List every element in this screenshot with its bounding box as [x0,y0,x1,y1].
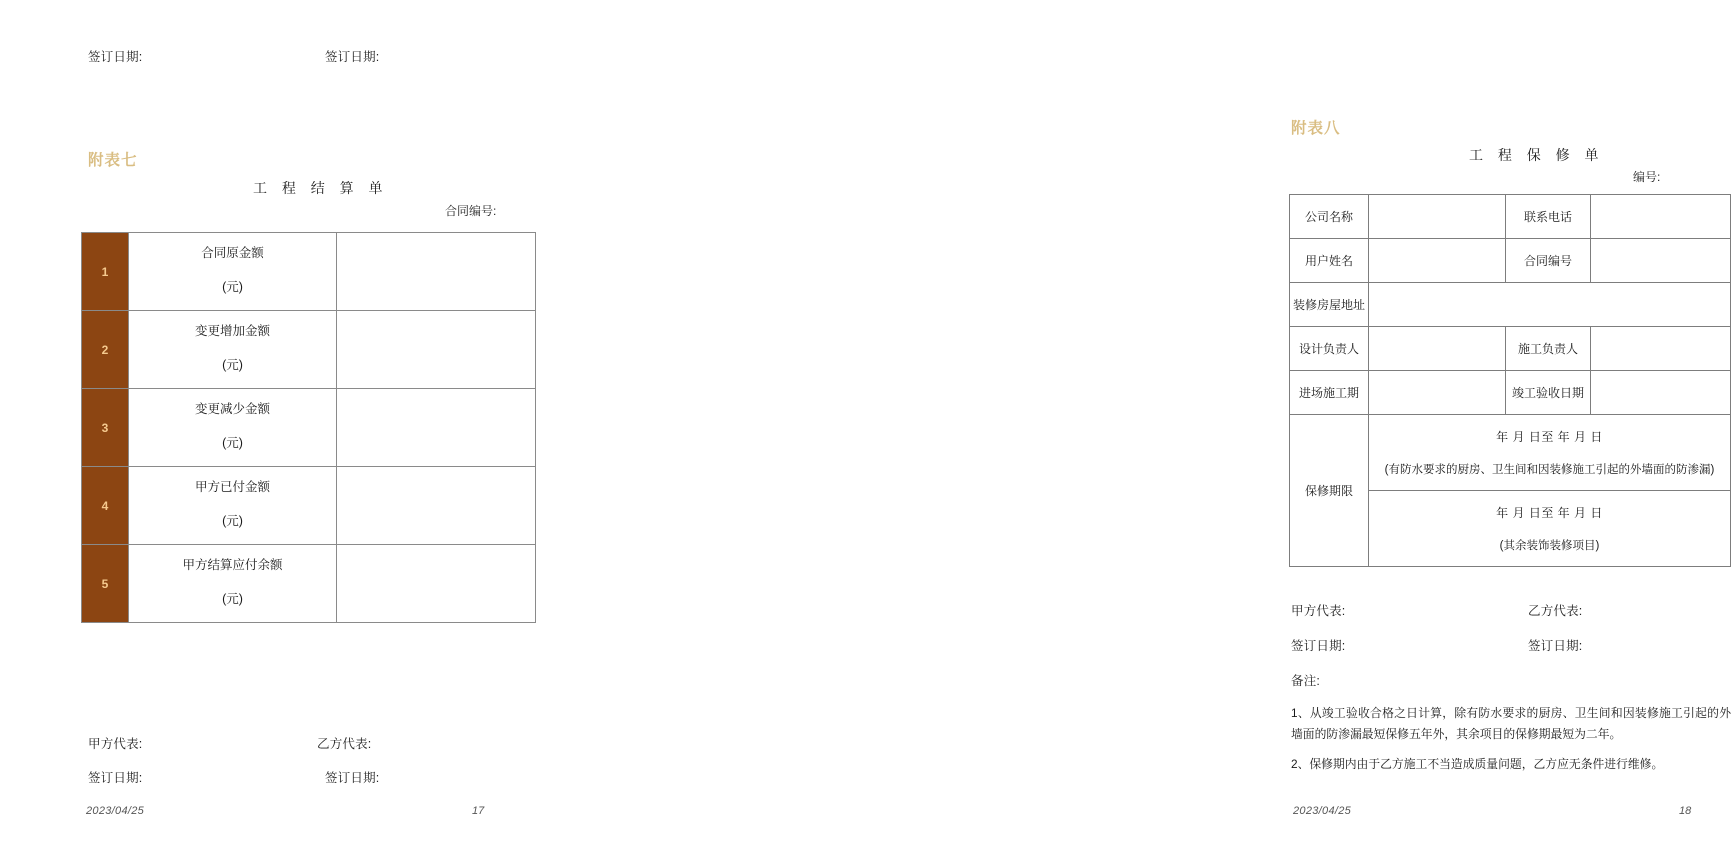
row-label [129,467,337,545]
remark-item-1: 1、从竣工验收合格之日计算，除有防水要求的厨房、卫生间和因装修施工引起的外墙面的防渗漏最短保修五年外，其余项目的保修期最短为二年。 [1291,706,1731,741]
party-b-representative-label: 乙方代表: [1528,604,1583,618]
field-label-design-manager: 设计负责人 [1290,327,1369,371]
warranty-period-waterproof[interactable] [1369,415,1730,491]
field-value-start-date[interactable] [1369,371,1506,415]
page-right [603,0,1731,852]
top-sign-date-label-a: 签订日期: [88,50,143,64]
field-value-house-address[interactable] [1369,283,1731,327]
warranty-scope-other: (其余装饰装修项目) [1499,540,1600,552]
row-label [129,545,337,623]
warranty-date-range-other: 年 月 日至 年 月 日 [1496,506,1603,520]
table-row [82,311,536,389]
table-row [1290,195,1731,239]
field-label-house-address: 装修房屋地址 [1290,283,1369,327]
field-value-contact-phone[interactable] [1591,195,1731,239]
warranty-table [1289,194,1731,567]
row-label [129,311,337,389]
row-label-text: 甲方已付金额 [194,480,270,495]
table-row [82,233,536,311]
row-value-cell[interactable] [337,389,536,467]
row-unit-text: (元) [222,279,243,294]
row-label-text: 变更增加金额 [194,324,270,339]
top-sign-date-label-b: 签订日期: [325,50,380,64]
table-row [82,545,536,623]
attachment-tag-seven: 附表七 [88,152,138,169]
party-a-representative-label: 甲方代表: [1291,604,1346,618]
table-row [1290,239,1731,283]
field-value-user-name[interactable] [1369,239,1506,283]
table-row [1290,371,1731,415]
warranty-period-other[interactable] [1369,491,1730,567]
footer-page-number: 17 [472,805,485,817]
row-unit-text: (元) [222,435,243,450]
party-b-representative-label: 乙方代表: [317,737,372,751]
warranty-title: 工 程 保 修 单 [1469,147,1605,163]
field-value-construction-manager[interactable] [1591,327,1731,371]
row-unit-text: (元) [222,513,243,528]
field-label-contact-phone: 联系电话 [1506,195,1591,239]
row-index: 1 [82,233,129,311]
field-label-construction-manager: 施工负责人 [1506,327,1591,371]
contract-number-label: 合同编号: [445,204,497,218]
row-index: 2 [82,311,129,389]
footer-page-number: 18 [1679,805,1692,817]
table-row [82,389,536,467]
field-value-acceptance-date[interactable] [1591,371,1731,415]
warranty-period-block [1369,491,1730,567]
row-label [129,233,337,311]
footer-date: 2023/04/25 [1293,805,1352,817]
settlement-table [81,232,536,623]
field-label-warranty-period: 保修期限 [1290,415,1369,567]
row-value-cell[interactable] [337,467,536,545]
row-value-cell[interactable] [337,233,536,311]
row-label-text: 变更减少金额 [194,402,270,417]
row-label [129,389,337,467]
serial-number-label: 编号: [1633,170,1661,184]
party-a-sign-date-label: 签订日期: [1291,639,1346,653]
footer-date: 2023/04/25 [86,805,145,817]
table-row-warranty-period [1290,415,1731,567]
field-value-company-name[interactable] [1369,195,1506,239]
warranty-period-block [1369,415,1730,491]
party-b-sign-date-label: 签订日期: [325,771,380,785]
field-label-company-name: 公司名称 [1290,195,1369,239]
remarks-label: 备注: [1291,674,1321,688]
row-index: 5 [82,545,129,623]
row-index: 3 [82,389,129,467]
row-label-text: 甲方结算应付余额 [182,558,283,573]
row-value-cell[interactable] [337,311,536,389]
field-label-acceptance-date: 竣工验收日期 [1506,371,1591,415]
remark-item-2: 2、保修期内由于乙方施工不当造成质量问题，乙方应无条件进行维修。 [1291,757,1664,771]
row-index: 4 [82,467,129,545]
warranty-date-range-waterproof: 年 月 日至 年 月 日 [1496,430,1603,444]
warranty-period-blocks [1369,415,1731,567]
field-value-contract-number[interactable] [1591,239,1731,283]
row-unit-text: (元) [222,591,243,606]
party-a-representative-label: 甲方代表: [88,737,143,751]
page-left [0,0,602,852]
row-value-cell[interactable] [337,545,536,623]
field-value-design-manager[interactable] [1369,327,1506,371]
row-unit-text: (元) [222,357,243,372]
settlement-title: 工 程 结 算 单 [253,180,389,196]
party-b-sign-date-label: 签订日期: [1528,639,1583,653]
table-row [1290,327,1731,371]
party-a-sign-date-label: 签订日期: [88,771,143,785]
field-label-start-date: 进场施工期 [1290,371,1369,415]
row-label-text: 合同原金额 [201,246,264,261]
field-label-user-name: 用户姓名 [1290,239,1369,283]
field-label-contract-number: 合同编号 [1506,239,1591,283]
table-row [1290,283,1731,327]
table-row [82,467,536,545]
warranty-scope-waterproof: (有防水要求的厨房、卫生间和因装修施工引起的外墙面的防渗漏) [1384,464,1715,476]
attachment-tag-eight: 附表八 [1291,120,1341,137]
